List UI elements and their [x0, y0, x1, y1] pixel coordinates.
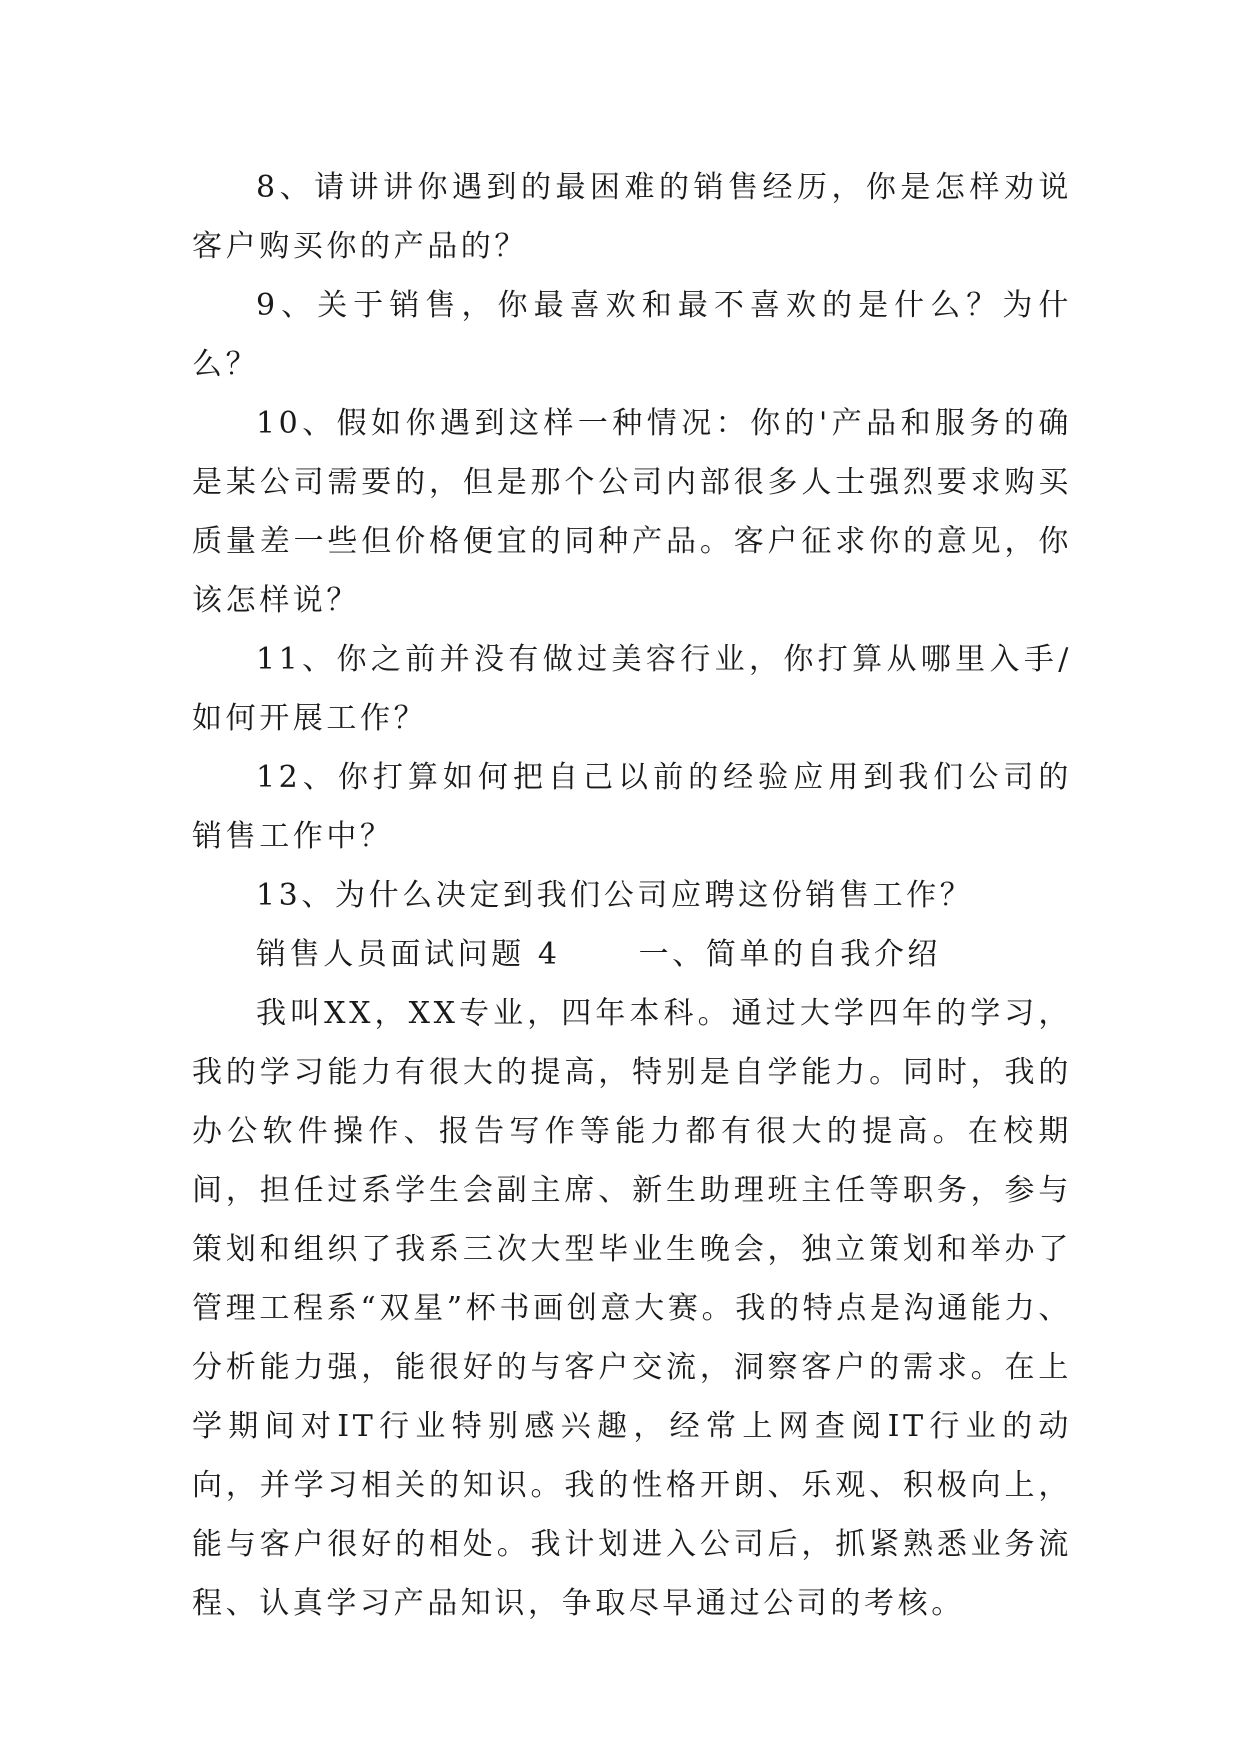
question-9: 9、关于销售，你最喜欢和最不喜欢的是什么？为什么？ [192, 288, 1072, 382]
question-13: 13、为什么决定到我们公司应聘这份销售工作？ [256, 878, 974, 913]
section-title: 销售人员面试问题 4 [256, 937, 561, 972]
subsection-title: 一、简单的自我介绍 [638, 937, 942, 972]
document-body [192, 158, 1072, 1633]
question-11: 11、你之前并没有做过美容行业，你打算从哪里入手/如何开展工作？ [192, 642, 1072, 736]
section-heading [192, 925, 1072, 984]
question-10: 10、假如你遇到这样一种情况：你的'产品和服务的确是某公司需要的，但是那个公司内部很多人士强烈要求购买质量差一些但价格便宜的同种产品。客户征求你的意见，你该怎样说？ [192, 406, 1072, 618]
self-introduction: 我叫XX，XX专业，四年本科。通过大学四年的学习，我的学习能力有很大的提高，特别是自学能力。同时，我的办公软件操作、报告写作等能力都有很大的提高。在校期间，担任过系学生会副主席、新生助理班主任等职务，参与策划和组织了我系三次大型毕业生晚会，独立策划和举办了管理工程系“双星”杯书画创意大赛。我的特点是沟通能力、分析能力强，能很好的与客户交流，洞察客户的需求。在上学期间对IT行业特别感兴趣，经常上网查阅IT行业的动向，并学习相关的知识。我的性格开朗、乐观、积极向上，能与客户很好的相处。我计划进入公司后，抓紧熟悉业务流程、认真学习产品知识，争取尽早通过公司的考核。 [192, 996, 1072, 1621]
question-12: 12、你打算如何把自己以前的经验应用到我们公司的销售工作中？ [192, 760, 1072, 854]
question-8: 8、请讲讲你遇到的最困难的销售经历，你是怎样劝说客户购买你的产品的？ [192, 170, 1072, 264]
